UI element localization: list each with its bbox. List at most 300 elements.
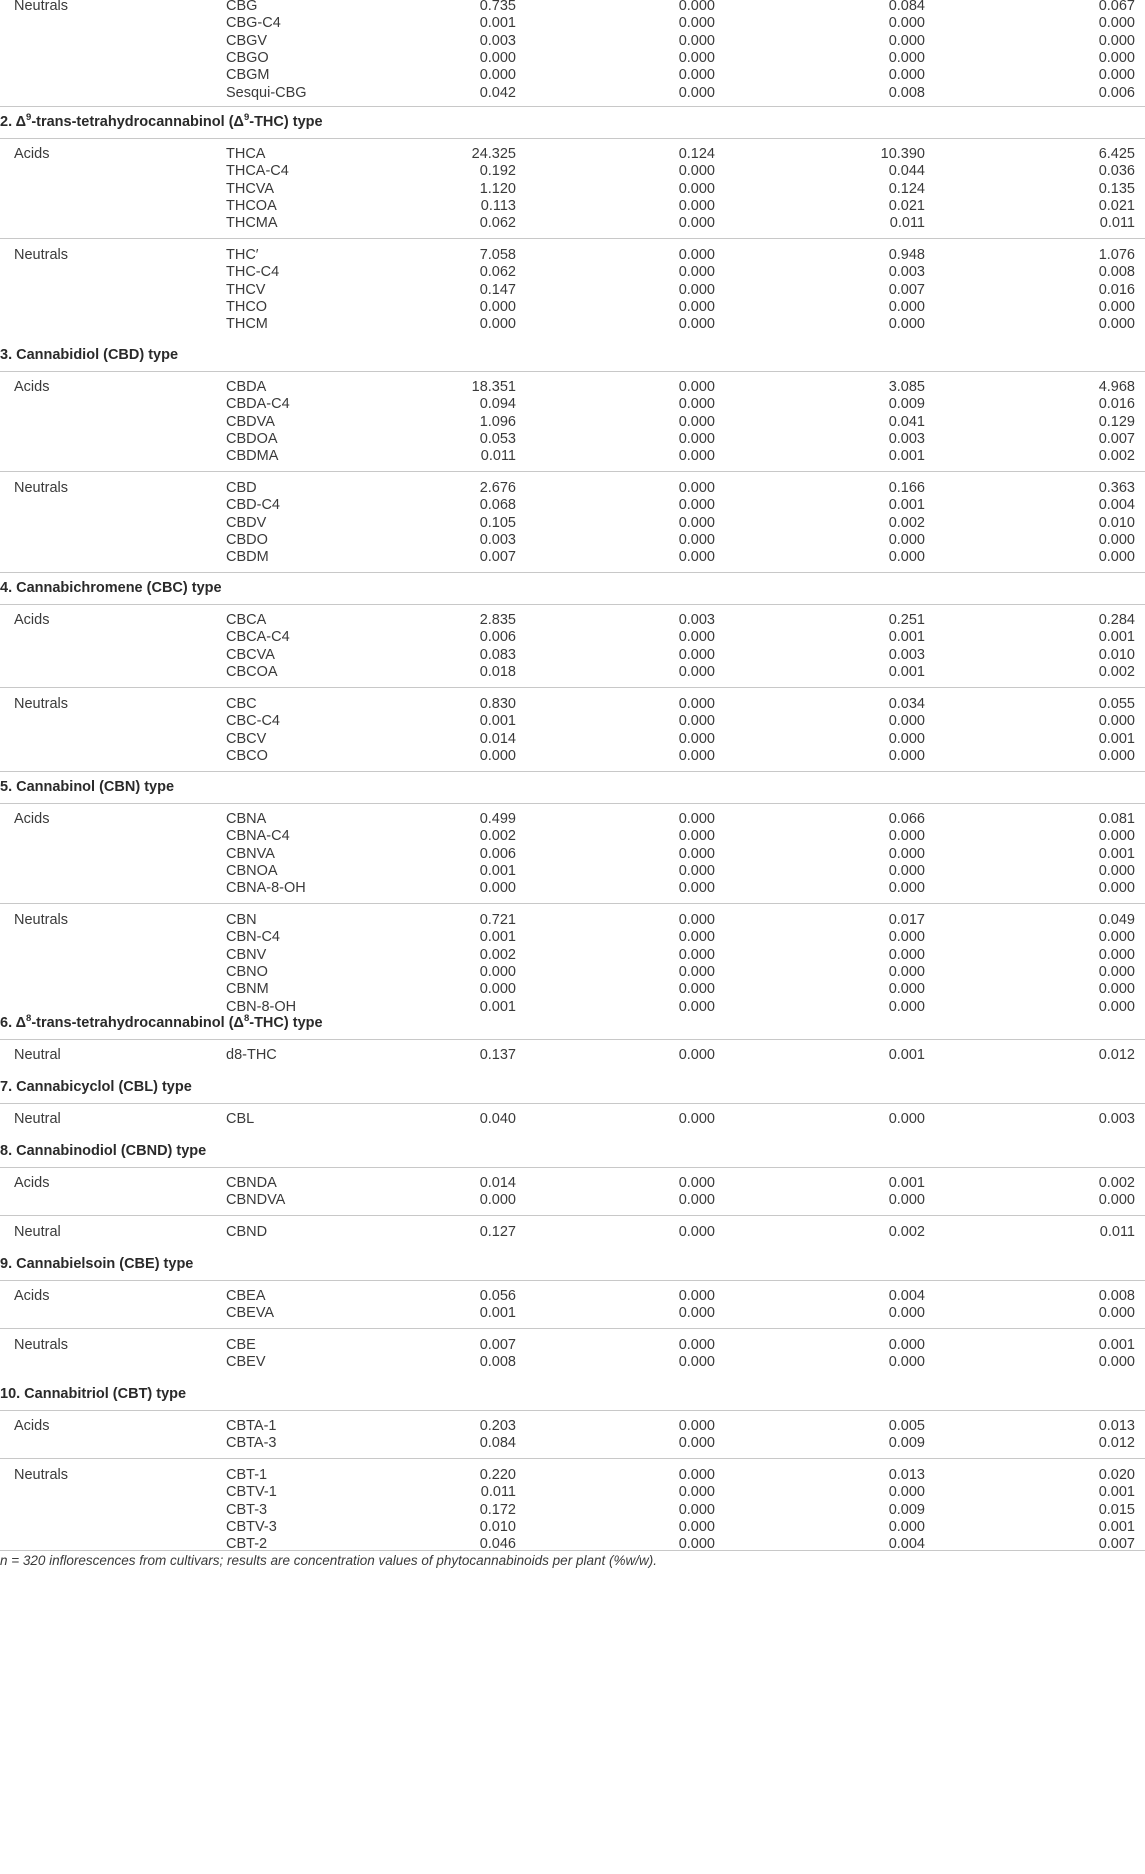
value-cell: 0.009 [888,1501,925,1518]
section-title [0,777,174,797]
row-divider [0,1458,1145,1459]
section-title-text: 3. Cannabidiol (CBD) type [0,347,179,363]
value-cell: 0.062 [479,264,516,281]
compound-name: CBGO [226,49,269,66]
compound-name: CBTA-3 [226,1435,277,1452]
compound-name: CBNDA [226,1175,277,1191]
value-cell: 0.020 [1098,1467,1135,1483]
value-cell: 0.000 [1098,549,1135,566]
value-cell: 0.000 [888,298,925,315]
compound-name: CBND [226,1224,268,1240]
value-cell: 0.021 [888,197,925,214]
value-cell: 0.000 [888,1518,925,1535]
compound-name: CBG-C4 [226,15,281,32]
value-cell: 0.000 [888,531,925,548]
value-cell: 0.084 [479,1435,516,1452]
value-cell: 0.000 [678,880,715,897]
section-title-text: 2. Δ [0,114,27,130]
group-label: Neutral [14,1047,61,1063]
value-cell: 0.011 [889,215,925,232]
row-divider [0,1550,1145,1551]
value-cell: 0.000 [479,67,516,84]
value-cell: 0.001 [888,1047,925,1063]
value-cell: 0.000 [888,1111,925,1127]
compound-name: CBDA-C4 [226,396,290,413]
value-cell: 0.000 [1098,531,1135,548]
row-divider [0,687,1145,688]
value-cell: 0.000 [1098,1192,1135,1209]
value-cell: 0.049 [1098,912,1135,928]
value-cell: 1.120 [479,180,516,197]
value-cell: 0.000 [479,298,516,315]
table-row [0,83,1145,103]
value-cell: 0.000 [678,629,715,646]
value-cell: 0.001 [479,862,516,879]
value-cell: 0.000 [888,549,925,566]
table-row [0,1045,1145,1065]
value-cell: 0.084 [888,0,925,14]
value-cell: 0.000 [678,1518,715,1535]
value-cell: 0.000 [678,1337,715,1353]
value-cell: 0.000 [678,84,715,101]
compound-name: CBC-C4 [226,713,280,730]
value-cell: 2.835 [479,612,516,628]
value-cell: 0.001 [1098,1337,1135,1353]
value-cell: 0.006 [1098,84,1135,101]
value-cell: 0.000 [888,929,925,946]
value-cell: 0.000 [678,316,715,333]
compound-name: CBEA [226,1288,266,1304]
value-cell: 0.015 [1098,1501,1135,1518]
value-cell: 0.000 [678,747,715,764]
value-cell: 0.135 [1098,180,1135,197]
value-cell: 0.000 [888,1337,925,1353]
value-cell: 0.000 [1098,929,1135,946]
value-cell: 0.046 [479,1536,516,1553]
row-divider [0,106,1145,107]
value-cell: 0.001 [1098,1484,1135,1501]
compound-name: CBTV-3 [226,1518,277,1535]
table-row [0,746,1145,766]
value-cell: 0.000 [678,32,715,49]
row-divider [0,1280,1145,1281]
row-divider [0,1215,1145,1216]
table-footnote: n = 320 inflorescences from cultivars; results are concentration values of phytocannabinoids per plant (%w/w). [0,1553,657,1568]
superscript: 8 [26,1013,32,1025]
value-cell: 0.000 [678,1047,715,1063]
section-title-text: -trans-tetrahydrocannabinol (Δ [31,1015,244,1031]
value-cell: 0.000 [678,1536,715,1553]
compound-name: CBDM [226,549,269,566]
value-cell: 0.083 [479,646,516,663]
value-cell: 0.001 [479,15,516,32]
value-cell: 0.000 [1098,1305,1135,1322]
table-row [0,1109,1145,1129]
compound-name: CBNV [226,946,267,963]
value-cell: 0.011 [1099,215,1135,232]
compound-name: d8-THC [226,1047,277,1063]
group-label: Neutral [14,1224,61,1240]
value-cell: 0.003 [1098,1111,1135,1127]
compound-name: THCV [226,281,266,298]
value-cell: 0.002 [888,514,925,531]
value-cell: 0.003 [678,612,715,628]
value-cell: 0.000 [678,998,715,1015]
value-cell: 0.000 [678,298,715,315]
value-cell: 0.007 [1098,430,1135,447]
value-cell: 0.000 [888,1305,925,1322]
value-cell: 0.013 [888,1467,925,1483]
value-cell: 0.000 [888,828,925,845]
value-cell: 0.000 [479,880,516,897]
row-divider [0,1328,1145,1329]
value-cell: 0.000 [678,646,715,663]
compound-name: THCVA [226,180,275,197]
value-cell: 0.735 [479,0,516,14]
value-cell: 0.003 [479,531,516,548]
value-cell: 0.066 [888,811,925,827]
value-cell: 0.000 [678,696,715,712]
value-cell: 0.000 [678,247,715,263]
value-cell: 0.001 [479,713,516,730]
section-title [0,1254,193,1274]
table-row [0,662,1145,682]
compound-name: CBD [226,480,257,496]
value-cell: 0.000 [678,497,715,514]
value-cell: 0.000 [678,946,715,963]
compound-name: CBCOA [226,663,278,680]
value-cell: 0.129 [1098,413,1135,430]
compound-name: CBT-3 [226,1501,268,1518]
compound-name: CBDVA [226,413,275,430]
row-divider [0,604,1145,605]
value-cell: 0.000 [1098,946,1135,963]
value-cell: 0.000 [678,396,715,413]
value-cell: 0.000 [678,15,715,32]
table-row [0,547,1145,567]
section-title-text: 8. Cannabinodiol (CBND) type [0,1143,207,1159]
value-cell: 0.010 [1098,514,1135,531]
compound-name: CBGM [226,67,270,84]
value-cell: 0.007 [1098,1536,1135,1553]
value-cell: 0.000 [1098,67,1135,84]
value-cell: 0.081 [1098,811,1135,827]
row-divider [0,1410,1145,1411]
value-cell: 0.001 [479,1305,516,1322]
value-cell: 0.007 [888,281,925,298]
value-cell: 0.000 [1098,828,1135,845]
section-title [0,1384,186,1404]
group-label: Acids [14,1418,50,1434]
compound-name: CBNA [226,811,267,827]
value-cell: 0.000 [888,730,925,747]
value-cell: 0.009 [888,1435,925,1452]
value-cell: 0.000 [1098,998,1135,1015]
value-cell: 0.000 [678,862,715,879]
table-row [0,1352,1145,1372]
value-cell: 0.000 [1098,15,1135,32]
value-cell: 0.000 [479,747,516,764]
value-cell: 0.044 [888,163,925,180]
value-cell: 0.003 [479,32,516,49]
value-cell: 0.000 [888,15,925,32]
compound-name: CBNA-8-OH [226,880,306,897]
value-cell: 0.000 [1098,713,1135,730]
compound-name: Sesqui-CBG [226,84,307,101]
value-cell: 0.000 [888,67,925,84]
compound-name: CBL [226,1111,255,1127]
value-cell: 0.499 [479,811,516,827]
value-cell: 0.172 [479,1501,516,1518]
compound-name: CBTA-1 [226,1418,277,1434]
value-cell: 0.000 [678,448,715,465]
value-cell: 0.002 [1098,663,1135,680]
value-cell: 0.000 [888,49,925,66]
value-cell: 0.000 [1098,981,1135,998]
value-cell: 0.001 [479,998,516,1015]
compound-name: CBEVA [226,1305,275,1322]
section-title-text: 9. Cannabielsoin (CBE) type [0,1256,194,1272]
value-cell: 0.000 [678,67,715,84]
compound-name: CBE [226,1337,256,1353]
value-cell: 0.363 [1098,480,1135,496]
value-cell: 0.124 [678,146,715,162]
value-cell: 0.000 [888,713,925,730]
row-divider [0,471,1145,472]
value-cell: 0.002 [1098,1175,1135,1191]
value-cell: 0.008 [1098,264,1135,281]
value-cell: 0.000 [1098,963,1135,980]
row-divider [0,803,1145,804]
value-cell: 7.058 [479,247,516,263]
value-cell: 0.005 [888,1418,925,1434]
value-cell: 0.000 [888,1192,925,1209]
value-cell: 0.000 [678,281,715,298]
compound-name: CBCV [226,730,267,747]
value-cell: 0.007 [479,1337,516,1353]
group-label: Neutrals [14,1337,68,1353]
value-cell: 0.192 [479,163,516,180]
compound-name: CBNO [226,963,268,980]
row-divider [0,1103,1145,1104]
value-cell: 0.002 [479,828,516,845]
group-label: Acids [14,612,50,628]
value-cell: 0.042 [479,84,516,101]
value-cell: 0.010 [1098,646,1135,663]
value-cell: 0.830 [479,696,516,712]
value-cell: 0.000 [1098,32,1135,49]
value-cell: 0.000 [888,946,925,963]
value-cell: 0.000 [678,49,715,66]
value-cell: 0.000 [678,1175,715,1191]
group-label: Neutrals [14,247,68,263]
value-cell: 0.721 [479,912,516,928]
value-cell: 0.000 [678,215,715,232]
table-row [0,446,1145,466]
value-cell: 0.007 [479,549,516,566]
value-cell: 0.004 [888,1288,925,1304]
value-cell: 0.013 [1098,1418,1135,1434]
value-cell: 0.001 [479,929,516,946]
value-cell: 0.203 [479,1418,516,1434]
compound-name: CBD-C4 [226,497,280,514]
compound-name: CBTV-1 [226,1484,277,1501]
group-label: Neutrals [14,696,68,712]
value-cell: 0.000 [888,1354,925,1371]
value-cell: 0.251 [888,612,925,628]
section-title [0,1141,206,1161]
value-cell: 0.000 [678,549,715,566]
value-cell: 0.055 [1098,696,1135,712]
compound-name: CBGV [226,32,268,49]
value-cell: 0.147 [479,281,516,298]
section-title-text: 7. Cannabicyclol (CBL) type [0,1079,192,1095]
compound-name: CBNVA [226,845,275,862]
value-cell: 0.000 [1098,880,1135,897]
value-cell: 0.000 [479,1192,516,1209]
value-cell: 4.968 [1098,379,1135,395]
section-title-text: 10. Cannabitriol (CBT) type [0,1386,187,1402]
value-cell: 6.425 [1098,146,1135,162]
value-cell: 0.034 [888,696,925,712]
value-cell: 0.000 [678,828,715,845]
value-cell: 0.000 [678,811,715,827]
value-cell: 0.124 [888,180,925,197]
value-cell: 0.009 [888,396,925,413]
value-cell: 0.000 [678,480,715,496]
value-cell: 0.000 [678,163,715,180]
value-cell: 0.012 [1098,1047,1135,1063]
compound-name: CBN-C4 [226,929,280,946]
value-cell: 0.000 [888,845,925,862]
row-divider [0,238,1145,239]
value-cell: 0.006 [479,629,516,646]
group-label: Acids [14,146,50,162]
table-row [0,1190,1145,1210]
compound-name: CBN-8-OH [226,998,297,1015]
value-cell: 0.002 [1098,448,1135,465]
table-row [0,878,1145,898]
value-cell: 0.004 [1098,497,1135,514]
value-cell: 0.000 [678,845,715,862]
value-cell: 0.002 [888,1224,925,1240]
row-divider [0,1039,1145,1040]
value-cell: 0.000 [678,981,715,998]
value-cell: 0.000 [678,430,715,447]
section-title [0,112,323,132]
value-cell: 0.000 [678,1305,715,1322]
value-cell: 0.001 [888,629,925,646]
value-cell: 1.076 [1098,247,1135,263]
value-cell: 1.096 [479,413,516,430]
compound-name: CBN [226,912,257,928]
value-cell: 0.001 [1098,845,1135,862]
value-cell: 0.000 [678,663,715,680]
compound-name: THCA [226,146,266,162]
compound-name: CBDMA [226,448,279,465]
value-cell: 0.004 [888,1536,925,1553]
value-cell: 0.000 [888,862,925,879]
compound-name: CBCO [226,747,268,764]
compound-name: CBCA [226,612,267,628]
value-cell: 0.000 [1098,49,1135,66]
value-cell: 0.000 [1098,316,1135,333]
value-cell: 0.000 [678,197,715,214]
value-cell: 0.000 [678,963,715,980]
value-cell: 0.000 [678,1288,715,1304]
value-cell: 0.000 [678,713,715,730]
value-cell: 0.002 [479,946,516,963]
value-cell: 0.000 [479,963,516,980]
compound-name: CBCVA [226,646,275,663]
value-cell: 0.016 [1098,281,1135,298]
value-cell: 0.012 [1098,1435,1135,1452]
group-label: Acids [14,1175,50,1191]
value-cell: 0.000 [678,929,715,946]
compound-name: CBDV [226,514,267,531]
value-cell: 0.056 [479,1288,516,1304]
value-cell: 0.220 [479,1467,516,1483]
table-row [0,1303,1145,1323]
value-cell: 0.137 [479,1047,516,1063]
compound-name: CBC [226,696,257,712]
section-title-text: -THC) type [249,114,323,130]
group-label: Acids [14,811,50,827]
value-cell: 0.000 [888,998,925,1015]
value-cell: 0.011 [1099,1224,1135,1240]
compound-name: CBEV [226,1354,266,1371]
value-cell: 0.000 [479,49,516,66]
value-cell: 0.016 [1098,396,1135,413]
value-cell: 0.014 [479,1175,516,1191]
value-cell: 0.011 [480,448,516,465]
value-cell: 0.000 [888,981,925,998]
value-cell: 0.008 [888,84,925,101]
value-cell: 0.113 [480,197,516,214]
value-cell: 0.011 [480,1484,516,1501]
value-cell: 0.000 [888,747,925,764]
compound-name: CBNM [226,981,269,998]
value-cell: 2.676 [479,480,516,496]
row-divider [0,138,1145,139]
value-cell: 0.000 [479,981,516,998]
row-divider [0,1167,1145,1168]
value-cell: 0.000 [678,912,715,928]
section-title [0,345,178,365]
group-label: Neutrals [14,480,68,496]
section-title [0,578,222,598]
group-label: Neutrals [14,912,68,928]
value-cell: 0.000 [678,1418,715,1434]
value-cell: 0.001 [1098,730,1135,747]
compound-name: THC′ [226,247,259,263]
value-cell: 24.325 [471,146,516,162]
section-title-text: 5. Cannabinol (CBN) type [0,779,175,795]
value-cell: 0.000 [678,379,715,395]
value-cell: 0.001 [1098,629,1135,646]
section-title-text: -trans-tetrahydrocannabinol (Δ [31,114,244,130]
value-cell: 0.053 [479,430,516,447]
group-label: Neutrals [14,1467,68,1483]
value-cell: 0.105 [479,514,516,531]
value-cell: 0.040 [479,1111,516,1127]
compound-name: THC-C4 [226,264,280,281]
value-cell: 0.000 [888,880,925,897]
value-cell: 0.001 [888,1175,925,1191]
value-cell: 0.006 [479,845,516,862]
value-cell: 0.021 [1098,197,1135,214]
value-cell: 0.008 [479,1354,516,1371]
